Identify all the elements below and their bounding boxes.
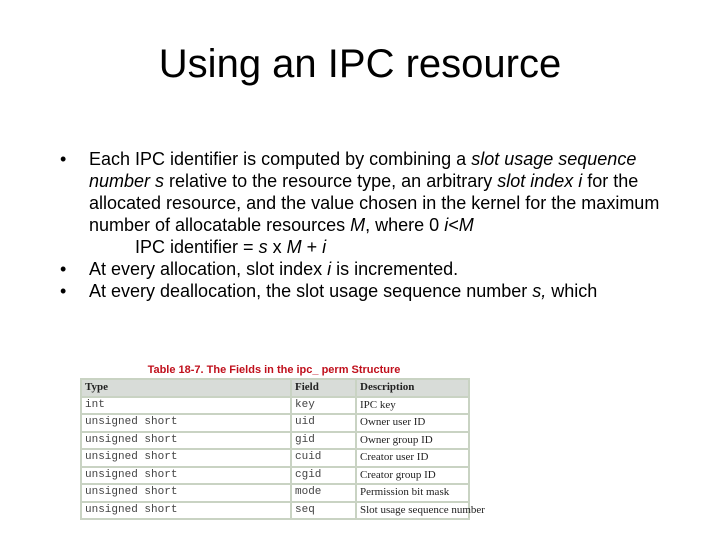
cell-field: seq <box>291 502 356 520</box>
header-field: Field <box>291 379 356 397</box>
bullet-list <box>60 148 700 302</box>
bullet-text-part: i <box>327 259 332 279</box>
bullet-text-deallocation <box>89 281 597 301</box>
cell-type: unsigned short <box>81 502 291 520</box>
bullet-text-part: is incremented. <box>331 259 459 279</box>
cell-type: int <box>81 397 291 415</box>
bullet-text-allocation <box>89 259 458 279</box>
table-row <box>81 414 469 432</box>
cell-description: Permission bit mask <box>356 484 469 502</box>
formula-line <box>60 236 700 258</box>
cell-field: cgid <box>291 467 356 485</box>
bullet-text-part: s, <box>532 281 547 301</box>
header-description: Description <box>356 379 469 397</box>
table-row <box>81 484 469 502</box>
table-header-row <box>81 379 469 397</box>
cell-description: Slot usage sequence number <box>356 502 469 520</box>
formula-plus: + <box>301 237 323 257</box>
bullet-text-part: At every deallocation, the slot usage sequence number <box>89 281 533 301</box>
header-type: Type <box>81 379 291 397</box>
cell-description: Owner group ID <box>356 432 469 450</box>
bullet-item-allocation <box>60 258 700 280</box>
table-row <box>81 432 469 450</box>
table-row <box>81 467 469 485</box>
formula-m: M <box>286 237 302 257</box>
cell-description: IPC key <box>356 397 469 415</box>
cell-field: key <box>291 397 356 415</box>
bullet-marker: • <box>60 281 67 301</box>
bullet-item-identifier <box>60 148 700 236</box>
cell-field: cuid <box>291 449 356 467</box>
cell-type: unsigned short <box>81 432 291 450</box>
bullet-marker: • <box>60 149 67 169</box>
table-row <box>81 449 469 467</box>
table-caption: Table 18-7. The Fields in the ipc_ perm Structure <box>147 364 401 376</box>
bullet-text-part: , where 0 <box>365 215 445 235</box>
cell-field: gid <box>291 432 356 450</box>
bullet-item-deallocation <box>60 280 700 302</box>
table-row <box>81 397 469 415</box>
cell-field: mode <box>291 484 356 502</box>
formula-i: i <box>322 237 327 257</box>
table-row <box>81 502 469 520</box>
cell-type: unsigned short <box>81 467 291 485</box>
bullet-text-identifier <box>89 149 659 235</box>
formula-s: s <box>258 237 268 257</box>
cell-field: uid <box>291 414 356 432</box>
bullet-text-part: relative to the resource type, an arbitrary <box>164 171 498 191</box>
bullet-marker: • <box>60 259 67 279</box>
bullet-text-part: for the allocated resource, and the value chosen in the kernel for the maximum number of allocatable resources <box>89 171 660 235</box>
cell-description: Owner user ID <box>356 414 469 432</box>
ipc-perm-table <box>80 378 485 520</box>
bullet-text-part: Each IPC identifier is computed by combining a <box>89 149 472 169</box>
formula-times: x <box>267 237 287 257</box>
cell-type: unsigned short <box>81 414 291 432</box>
bullet-text-part: i<M <box>444 215 474 235</box>
cell-description: Creator group ID <box>356 467 469 485</box>
formula-lead: IPC identifier = <box>135 237 259 257</box>
cell-type: unsigned short <box>81 484 291 502</box>
bullet-text-part: M <box>350 215 366 235</box>
cell-type: unsigned short <box>81 449 291 467</box>
slide-title: Using an IPC resource <box>158 42 562 86</box>
bullet-text-part: At every allocation, slot index <box>89 259 328 279</box>
bullet-text-part: which <box>546 281 598 301</box>
bullet-text-part: slot index i <box>497 171 583 191</box>
bullet-text-part: slot usage sequence number s <box>89 149 637 191</box>
cell-description: Creator user ID <box>356 449 469 467</box>
ipc-perm-table-image <box>80 362 485 520</box>
